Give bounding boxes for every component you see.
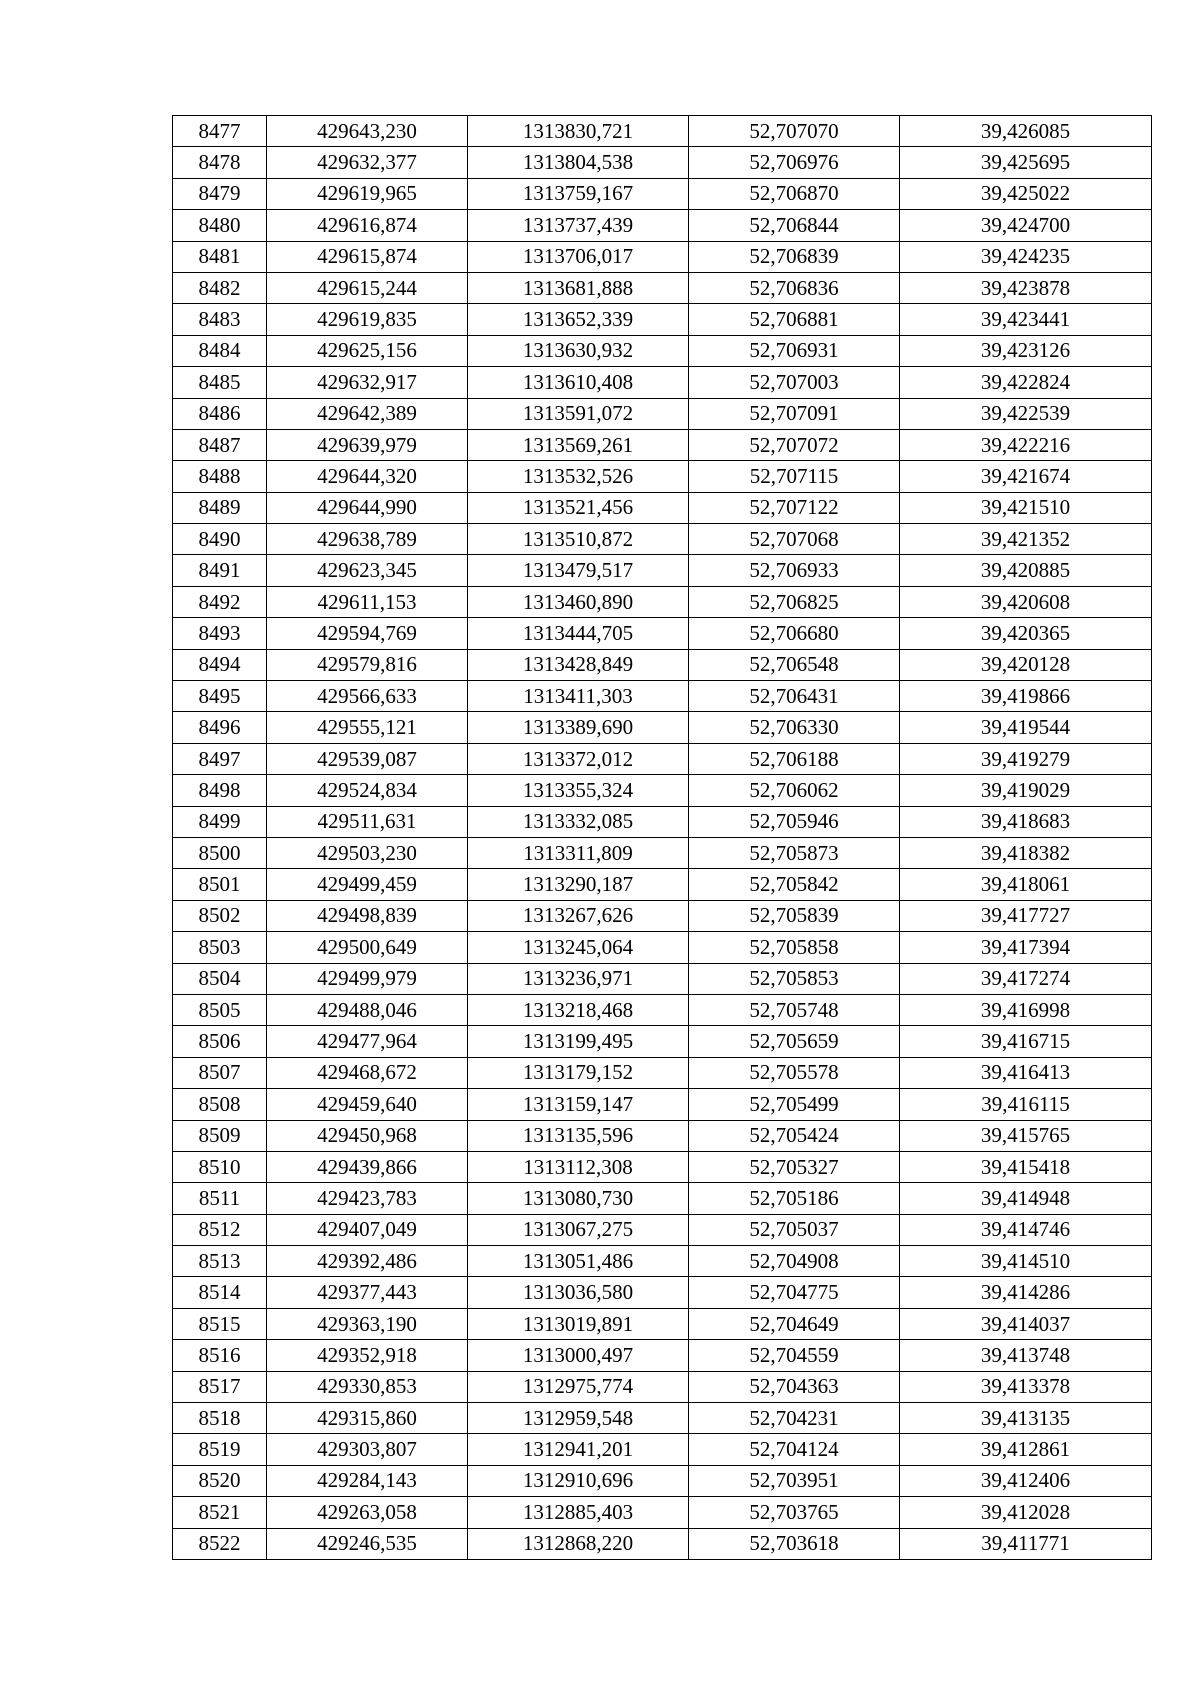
coordinates-table [172, 115, 1152, 1560]
point-number-cell: 8484 [173, 335, 267, 366]
point-number-cell: 8490 [173, 524, 267, 555]
table-row [173, 272, 1152, 303]
x-coordinate-cell: 429392,486 [267, 1246, 468, 1277]
point-number-cell: 8497 [173, 743, 267, 774]
x-coordinate-cell: 429644,990 [267, 492, 468, 523]
x-coordinate-cell: 429615,244 [267, 272, 468, 303]
x-coordinate-cell: 429539,087 [267, 743, 468, 774]
latitude-cell: 52,706330 [689, 712, 900, 743]
longitude-cell: 39,422539 [900, 398, 1152, 429]
longitude-cell: 39,425695 [900, 147, 1152, 178]
table-row [173, 398, 1152, 429]
y-coordinate-cell: 1313332,085 [468, 806, 689, 837]
latitude-cell: 52,706931 [689, 335, 900, 366]
point-number-cell: 8515 [173, 1308, 267, 1339]
latitude-cell: 52,706933 [689, 555, 900, 586]
longitude-cell: 39,420885 [900, 555, 1152, 586]
longitude-cell: 39,415765 [900, 1120, 1152, 1151]
x-coordinate-cell: 429499,979 [267, 963, 468, 994]
latitude-cell: 52,704231 [689, 1403, 900, 1434]
point-number-cell: 8498 [173, 775, 267, 806]
latitude-cell: 52,705424 [689, 1120, 900, 1151]
y-coordinate-cell: 1313218,468 [468, 994, 689, 1025]
x-coordinate-cell: 429524,834 [267, 775, 468, 806]
x-coordinate-cell: 429644,320 [267, 461, 468, 492]
longitude-cell: 39,425022 [900, 178, 1152, 209]
y-coordinate-cell: 1313036,580 [468, 1277, 689, 1308]
table-row [173, 147, 1152, 178]
y-coordinate-cell: 1313236,971 [468, 963, 689, 994]
longitude-cell: 39,414286 [900, 1277, 1152, 1308]
longitude-cell: 39,416715 [900, 1026, 1152, 1057]
y-coordinate-cell: 1313460,890 [468, 586, 689, 617]
y-coordinate-cell: 1313521,456 [468, 492, 689, 523]
table-row [173, 524, 1152, 555]
longitude-cell: 39,422216 [900, 429, 1152, 460]
x-coordinate-cell: 429500,649 [267, 932, 468, 963]
table-row [173, 963, 1152, 994]
latitude-cell: 52,705748 [689, 994, 900, 1025]
table-row [173, 1434, 1152, 1465]
longitude-cell: 39,413748 [900, 1340, 1152, 1371]
x-coordinate-cell: 429639,979 [267, 429, 468, 460]
longitude-cell: 39,417274 [900, 963, 1152, 994]
latitude-cell: 52,707070 [689, 116, 900, 147]
table-row [173, 1371, 1152, 1402]
point-number-cell: 8501 [173, 869, 267, 900]
longitude-cell: 39,424700 [900, 210, 1152, 241]
x-coordinate-cell: 429303,807 [267, 1434, 468, 1465]
point-number-cell: 8487 [173, 429, 267, 460]
point-number-cell: 8503 [173, 932, 267, 963]
y-coordinate-cell: 1313112,308 [468, 1151, 689, 1182]
x-coordinate-cell: 429616,874 [267, 210, 468, 241]
table-row [173, 1120, 1152, 1151]
point-number-cell: 8478 [173, 147, 267, 178]
x-coordinate-cell: 429459,640 [267, 1089, 468, 1120]
longitude-cell: 39,420128 [900, 649, 1152, 680]
table-row [173, 1246, 1152, 1277]
y-coordinate-cell: 1313355,324 [468, 775, 689, 806]
table-row [173, 367, 1152, 398]
point-number-cell: 8522 [173, 1528, 267, 1559]
longitude-cell: 39,416998 [900, 994, 1152, 1025]
latitude-cell: 52,706870 [689, 178, 900, 209]
y-coordinate-cell: 1313135,596 [468, 1120, 689, 1151]
table-row [173, 618, 1152, 649]
x-coordinate-cell: 429632,917 [267, 367, 468, 398]
point-number-cell: 8514 [173, 1277, 267, 1308]
longitude-cell: 39,424235 [900, 241, 1152, 272]
x-coordinate-cell: 429499,459 [267, 869, 468, 900]
y-coordinate-cell: 1313389,690 [468, 712, 689, 743]
latitude-cell: 52,707003 [689, 367, 900, 398]
latitude-cell: 52,706062 [689, 775, 900, 806]
latitude-cell: 52,704908 [689, 1246, 900, 1277]
x-coordinate-cell: 429284,143 [267, 1465, 468, 1496]
latitude-cell: 52,705186 [689, 1183, 900, 1214]
latitude-cell: 52,705037 [689, 1214, 900, 1245]
latitude-cell: 52,706881 [689, 304, 900, 335]
latitude-cell: 52,704649 [689, 1308, 900, 1339]
longitude-cell: 39,414037 [900, 1308, 1152, 1339]
x-coordinate-cell: 429625,156 [267, 335, 468, 366]
x-coordinate-cell: 429623,345 [267, 555, 468, 586]
longitude-cell: 39,412406 [900, 1465, 1152, 1496]
y-coordinate-cell: 1313245,064 [468, 932, 689, 963]
longitude-cell: 39,411771 [900, 1528, 1152, 1559]
point-number-cell: 8481 [173, 241, 267, 272]
longitude-cell: 39,419544 [900, 712, 1152, 743]
latitude-cell: 52,705858 [689, 932, 900, 963]
x-coordinate-cell: 429615,874 [267, 241, 468, 272]
latitude-cell: 52,705842 [689, 869, 900, 900]
point-number-cell: 8492 [173, 586, 267, 617]
x-coordinate-cell: 429619,965 [267, 178, 468, 209]
point-number-cell: 8516 [173, 1340, 267, 1371]
y-coordinate-cell: 1313179,152 [468, 1057, 689, 1088]
y-coordinate-cell: 1313080,730 [468, 1183, 689, 1214]
table-row [173, 1277, 1152, 1308]
x-coordinate-cell: 429611,153 [267, 586, 468, 617]
x-coordinate-cell: 429439,866 [267, 1151, 468, 1182]
point-number-cell: 8482 [173, 272, 267, 303]
point-number-cell: 8519 [173, 1434, 267, 1465]
latitude-cell: 52,705873 [689, 837, 900, 868]
latitude-cell: 52,706548 [689, 649, 900, 680]
x-coordinate-cell: 429555,121 [267, 712, 468, 743]
point-number-cell: 8494 [173, 649, 267, 680]
table-row [173, 681, 1152, 712]
latitude-cell: 52,704124 [689, 1434, 900, 1465]
table-row [173, 1497, 1152, 1528]
latitude-cell: 52,705327 [689, 1151, 900, 1182]
longitude-cell: 39,416413 [900, 1057, 1152, 1088]
table-row [173, 1403, 1152, 1434]
latitude-cell: 52,705499 [689, 1089, 900, 1120]
x-coordinate-cell: 429619,835 [267, 304, 468, 335]
y-coordinate-cell: 1313411,303 [468, 681, 689, 712]
point-number-cell: 8510 [173, 1151, 267, 1182]
y-coordinate-cell: 1313759,167 [468, 178, 689, 209]
longitude-cell: 39,418683 [900, 806, 1152, 837]
latitude-cell: 52,706825 [689, 586, 900, 617]
longitude-cell: 39,421674 [900, 461, 1152, 492]
table-row [173, 932, 1152, 963]
point-number-cell: 8499 [173, 806, 267, 837]
longitude-cell: 39,418382 [900, 837, 1152, 868]
longitude-cell: 39,414746 [900, 1214, 1152, 1245]
table-row [173, 1089, 1152, 1120]
point-number-cell: 8502 [173, 900, 267, 931]
longitude-cell: 39,418061 [900, 869, 1152, 900]
longitude-cell: 39,421352 [900, 524, 1152, 555]
table-row [173, 1528, 1152, 1559]
x-coordinate-cell: 429377,443 [267, 1277, 468, 1308]
table-row [173, 900, 1152, 931]
point-number-cell: 8493 [173, 618, 267, 649]
longitude-cell: 39,417727 [900, 900, 1152, 931]
table-row [173, 994, 1152, 1025]
y-coordinate-cell: 1313532,526 [468, 461, 689, 492]
x-coordinate-cell: 429642,389 [267, 398, 468, 429]
latitude-cell: 52,707091 [689, 398, 900, 429]
y-coordinate-cell: 1313428,849 [468, 649, 689, 680]
point-number-cell: 8495 [173, 681, 267, 712]
latitude-cell: 52,707122 [689, 492, 900, 523]
table-row [173, 210, 1152, 241]
x-coordinate-cell: 429488,046 [267, 994, 468, 1025]
longitude-cell: 39,413135 [900, 1403, 1152, 1434]
point-number-cell: 8507 [173, 1057, 267, 1088]
latitude-cell: 52,706976 [689, 147, 900, 178]
longitude-cell: 39,412861 [900, 1434, 1152, 1465]
table-row [173, 335, 1152, 366]
longitude-cell: 39,412028 [900, 1497, 1152, 1528]
coordinates-table-body [173, 116, 1152, 1560]
y-coordinate-cell: 1313290,187 [468, 869, 689, 900]
x-coordinate-cell: 429638,789 [267, 524, 468, 555]
table-row [173, 241, 1152, 272]
latitude-cell: 52,705946 [689, 806, 900, 837]
longitude-cell: 39,419866 [900, 681, 1152, 712]
latitude-cell: 52,705839 [689, 900, 900, 931]
latitude-cell: 52,704559 [689, 1340, 900, 1371]
point-number-cell: 8508 [173, 1089, 267, 1120]
y-coordinate-cell: 1312910,696 [468, 1465, 689, 1496]
point-number-cell: 8483 [173, 304, 267, 335]
y-coordinate-cell: 1313479,517 [468, 555, 689, 586]
point-number-cell: 8485 [173, 367, 267, 398]
point-number-cell: 8479 [173, 178, 267, 209]
point-number-cell: 8486 [173, 398, 267, 429]
latitude-cell: 52,706839 [689, 241, 900, 272]
y-coordinate-cell: 1313000,497 [468, 1340, 689, 1371]
table-row [173, 806, 1152, 837]
x-coordinate-cell: 429566,633 [267, 681, 468, 712]
latitude-cell: 52,707115 [689, 461, 900, 492]
table-row [173, 492, 1152, 523]
x-coordinate-cell: 429315,860 [267, 1403, 468, 1434]
x-coordinate-cell: 429643,230 [267, 116, 468, 147]
x-coordinate-cell: 429498,839 [267, 900, 468, 931]
latitude-cell: 52,703951 [689, 1465, 900, 1496]
point-number-cell: 8489 [173, 492, 267, 523]
point-number-cell: 8491 [173, 555, 267, 586]
longitude-cell: 39,423441 [900, 304, 1152, 335]
x-coordinate-cell: 429468,672 [267, 1057, 468, 1088]
y-coordinate-cell: 1313804,538 [468, 147, 689, 178]
y-coordinate-cell: 1313311,809 [468, 837, 689, 868]
y-coordinate-cell: 1313591,072 [468, 398, 689, 429]
y-coordinate-cell: 1313444,705 [468, 618, 689, 649]
y-coordinate-cell: 1313051,486 [468, 1246, 689, 1277]
y-coordinate-cell: 1313830,721 [468, 116, 689, 147]
latitude-cell: 52,705853 [689, 963, 900, 994]
table-row [173, 1057, 1152, 1088]
table-row [173, 1214, 1152, 1245]
table-row [173, 586, 1152, 617]
x-coordinate-cell: 429407,049 [267, 1214, 468, 1245]
point-number-cell: 8520 [173, 1465, 267, 1496]
x-coordinate-cell: 429450,968 [267, 1120, 468, 1151]
x-coordinate-cell: 429352,918 [267, 1340, 468, 1371]
point-number-cell: 8513 [173, 1246, 267, 1277]
latitude-cell: 52,706431 [689, 681, 900, 712]
table-row [173, 1308, 1152, 1339]
x-coordinate-cell: 429246,535 [267, 1528, 468, 1559]
y-coordinate-cell: 1313681,888 [468, 272, 689, 303]
longitude-cell: 39,423126 [900, 335, 1152, 366]
table-row [173, 743, 1152, 774]
table-row [173, 775, 1152, 806]
x-coordinate-cell: 429579,816 [267, 649, 468, 680]
point-number-cell: 8480 [173, 210, 267, 241]
x-coordinate-cell: 429477,964 [267, 1026, 468, 1057]
y-coordinate-cell: 1313019,891 [468, 1308, 689, 1339]
longitude-cell: 39,414948 [900, 1183, 1152, 1214]
table-row [173, 837, 1152, 868]
x-coordinate-cell: 429423,783 [267, 1183, 468, 1214]
longitude-cell: 39,426085 [900, 116, 1152, 147]
latitude-cell: 52,705578 [689, 1057, 900, 1088]
latitude-cell: 52,705659 [689, 1026, 900, 1057]
x-coordinate-cell: 429263,058 [267, 1497, 468, 1528]
point-number-cell: 8488 [173, 461, 267, 492]
longitude-cell: 39,423878 [900, 272, 1152, 303]
table-row [173, 116, 1152, 147]
point-number-cell: 8506 [173, 1026, 267, 1057]
latitude-cell: 52,707072 [689, 429, 900, 460]
y-coordinate-cell: 1313630,932 [468, 335, 689, 366]
y-coordinate-cell: 1312885,403 [468, 1497, 689, 1528]
latitude-cell: 52,704363 [689, 1371, 900, 1402]
longitude-cell: 39,417394 [900, 932, 1152, 963]
longitude-cell: 39,422824 [900, 367, 1152, 398]
table-row [173, 555, 1152, 586]
table-row [173, 712, 1152, 743]
latitude-cell: 52,706844 [689, 210, 900, 241]
table-row [173, 1465, 1152, 1496]
longitude-cell: 39,415418 [900, 1151, 1152, 1182]
point-number-cell: 8518 [173, 1403, 267, 1434]
y-coordinate-cell: 1313267,626 [468, 900, 689, 931]
y-coordinate-cell: 1313706,017 [468, 241, 689, 272]
point-number-cell: 8505 [173, 994, 267, 1025]
longitude-cell: 39,419279 [900, 743, 1152, 774]
table-row [173, 178, 1152, 209]
x-coordinate-cell: 429330,853 [267, 1371, 468, 1402]
latitude-cell: 52,706680 [689, 618, 900, 649]
longitude-cell: 39,420365 [900, 618, 1152, 649]
y-coordinate-cell: 1313159,147 [468, 1089, 689, 1120]
point-number-cell: 8477 [173, 116, 267, 147]
table-row [173, 649, 1152, 680]
longitude-cell: 39,413378 [900, 1371, 1152, 1402]
y-coordinate-cell: 1312975,774 [468, 1371, 689, 1402]
table-row [173, 1183, 1152, 1214]
y-coordinate-cell: 1313067,275 [468, 1214, 689, 1245]
table-row [173, 461, 1152, 492]
y-coordinate-cell: 1313372,012 [468, 743, 689, 774]
longitude-cell: 39,416115 [900, 1089, 1152, 1120]
y-coordinate-cell: 1312941,201 [468, 1434, 689, 1465]
x-coordinate-cell: 429363,190 [267, 1308, 468, 1339]
table-row [173, 869, 1152, 900]
latitude-cell: 52,706836 [689, 272, 900, 303]
y-coordinate-cell: 1313510,872 [468, 524, 689, 555]
point-number-cell: 8521 [173, 1497, 267, 1528]
point-number-cell: 8509 [173, 1120, 267, 1151]
point-number-cell: 8512 [173, 1214, 267, 1245]
table-row [173, 304, 1152, 335]
latitude-cell: 52,707068 [689, 524, 900, 555]
longitude-cell: 39,421510 [900, 492, 1152, 523]
y-coordinate-cell: 1313610,408 [468, 367, 689, 398]
x-coordinate-cell: 429632,377 [267, 147, 468, 178]
y-coordinate-cell: 1313652,339 [468, 304, 689, 335]
x-coordinate-cell: 429594,769 [267, 618, 468, 649]
point-number-cell: 8517 [173, 1371, 267, 1402]
point-number-cell: 8504 [173, 963, 267, 994]
x-coordinate-cell: 429503,230 [267, 837, 468, 868]
point-number-cell: 8496 [173, 712, 267, 743]
longitude-cell: 39,414510 [900, 1246, 1152, 1277]
longitude-cell: 39,419029 [900, 775, 1152, 806]
table-row [173, 1151, 1152, 1182]
y-coordinate-cell: 1312959,548 [468, 1403, 689, 1434]
point-number-cell: 8500 [173, 837, 267, 868]
point-number-cell: 8511 [173, 1183, 267, 1214]
y-coordinate-cell: 1313199,495 [468, 1026, 689, 1057]
table-row [173, 429, 1152, 460]
y-coordinate-cell: 1313569,261 [468, 429, 689, 460]
longitude-cell: 39,420608 [900, 586, 1152, 617]
table-row [173, 1340, 1152, 1371]
latitude-cell: 52,706188 [689, 743, 900, 774]
latitude-cell: 52,703765 [689, 1497, 900, 1528]
x-coordinate-cell: 429511,631 [267, 806, 468, 837]
latitude-cell: 52,703618 [689, 1528, 900, 1559]
y-coordinate-cell: 1312868,220 [468, 1528, 689, 1559]
table-row [173, 1026, 1152, 1057]
latitude-cell: 52,704775 [689, 1277, 900, 1308]
y-coordinate-cell: 1313737,439 [468, 210, 689, 241]
